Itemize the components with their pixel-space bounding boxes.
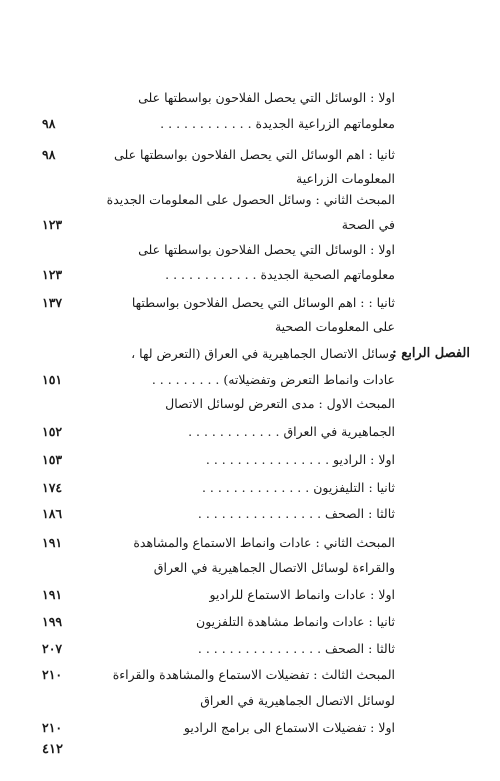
toc-entry: [0, 609, 500, 635]
toc-entry-text: ثالثا : الصحف . . . . . . . . . . . . . . . .: [197, 506, 395, 521]
toc-entry: [0, 419, 500, 445]
toc-entry: [0, 367, 500, 393]
toc-page-number: ٢١٠: [42, 667, 63, 682]
toc-page-number: ١٥٣: [42, 452, 63, 467]
toc-page-number: ١٩٩: [42, 614, 63, 629]
toc-page-number: ٢٠٧: [42, 641, 63, 656]
toc-entry-text: معلوماتهم الصحية الجديدة . . . . . . . . . . . .: [165, 267, 395, 282]
toc-page-number: ١٣٧: [42, 295, 63, 310]
toc-entry: [0, 85, 500, 111]
toc-entry: [0, 212, 500, 238]
toc-entry-text: المبحث الثاني : عادات وانماط الاستماع والمشاهدة: [133, 535, 395, 550]
toc-entry-text: المبحث الثالث : تفضيلات الاستماع والمشاهدة والقراءة: [112, 667, 395, 682]
toc-entry: [0, 636, 500, 662]
toc-page-number: ١٨٦: [42, 506, 63, 521]
page-number: ٤١٢: [42, 742, 63, 757]
toc-page-number: ١٥١: [42, 372, 63, 387]
toc-entry: [0, 688, 500, 714]
toc-page-number: ١٢٣: [42, 267, 63, 282]
toc-page-number: ١٥٢: [42, 424, 63, 439]
toc-entry: [0, 555, 500, 581]
toc-entry: [0, 142, 500, 168]
toc-entry-text: اولا : الوسائل التي يحصل الفلاحون بواسطتها على: [138, 90, 395, 105]
toc-page-number: ١٩١: [42, 535, 63, 550]
toc-entry: [0, 290, 500, 316]
toc-entry-text: في الصحة: [341, 217, 395, 232]
toc-page-number: ٩٨: [42, 147, 56, 162]
toc-entry-text: اولا : عادات وانماط الاستماع للراديو: [209, 587, 395, 602]
toc-entry-text: ثانيا : عادات وانماط مشاهدة التلفزيون: [196, 614, 395, 629]
toc-entry: [0, 475, 500, 501]
toc-entry: [0, 187, 500, 213]
toc-entry-text: والقراءة لوسائل الاتصال الجماهيرية في العراق: [153, 560, 395, 575]
toc-entry: [0, 391, 500, 417]
toc-entry-text: معلوماتهم الزراعية الجديدة . . . . . . . . . . . .: [160, 116, 395, 131]
toc-entry: [0, 662, 500, 688]
toc-entry: [0, 501, 500, 527]
toc-entry-text: ثانيا : : اهم الوسائل التي يحصل الفلاحون بواسطتها: [131, 295, 395, 310]
chapter-heading: الفصل الرابع :: [391, 346, 470, 361]
toc-entry: [0, 341, 500, 367]
toc-entry-text: على المعلومات الصحية: [274, 319, 395, 334]
toc-entry-text: وسائل الاتصال الجماهيرية في العراق (التعرض لها ،: [131, 346, 395, 361]
toc-entry: [0, 237, 500, 263]
toc-page-number: ١٢٣: [42, 217, 63, 232]
toc-entry: [0, 314, 500, 340]
toc-page-number: ٢١٠: [42, 720, 63, 735]
toc-entry-text: عادات وانماط التعرض وتفضيلاته) . . . . . . . . .: [151, 372, 395, 387]
toc-page-number: ٩٨: [42, 116, 56, 131]
toc-page-number: ١٧٤: [42, 480, 63, 495]
toc-entry-text: المبحث الثاني : وسائل الحصول على المعلومات الجديدة: [106, 192, 395, 207]
toc-page-number: ١٩١: [42, 587, 63, 602]
toc-entry: [0, 530, 500, 556]
toc-entry: [0, 447, 500, 473]
toc-entry-text: ثالثا : الصحف . . . . . . . . . . . . . . . .: [197, 641, 395, 656]
toc-entry: [0, 582, 500, 608]
toc-entry-text: اولا : تفضيلات الاستماع الى برامج الراديو: [183, 720, 395, 735]
toc-entry-text: اولا : الوسائل التي يحصل الفلاحون بواسطتها على: [138, 242, 395, 257]
toc-entry: [0, 715, 500, 741]
toc-entry-text: اولا : الراديو . . . . . . . . . . . . . . . .: [205, 452, 395, 467]
toc-entry-text: ثانيا : اهم الوسائل التي يحصل الفلاحون بواسطتها على: [114, 147, 395, 162]
toc-entry-text: ثانيا : التليفزيون . . . . . . . . . . . . . .: [201, 480, 395, 495]
toc-entry-text: الجماهيرية في العراق . . . . . . . . . . . .: [188, 424, 395, 439]
toc-entry: [0, 262, 500, 288]
toc-entry-text: المبحث الاول : مدى التعرض لوسائل الاتصال: [165, 396, 395, 411]
toc-entry-text: المعلومات الزراعية: [296, 171, 395, 186]
toc-entry-text: لوسائل الاتصال الجماهيرية في العراق: [200, 693, 395, 708]
toc-entry: [0, 111, 500, 137]
